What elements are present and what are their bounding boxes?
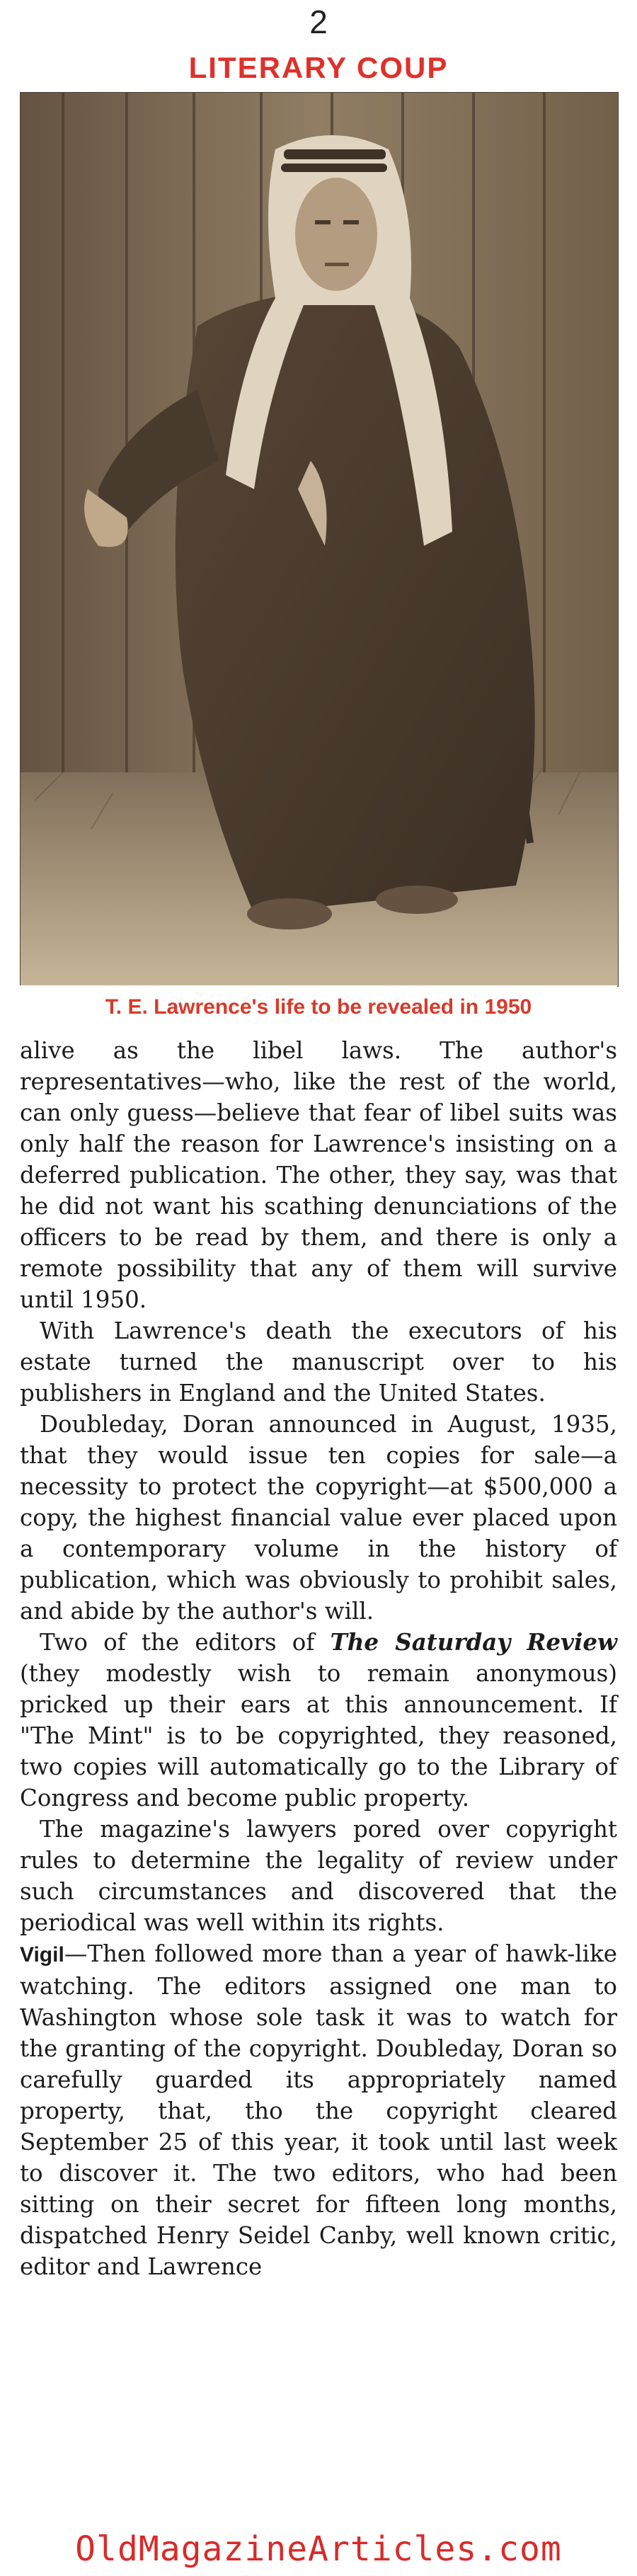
article-paragraph: Doubleday, Doran announced in August, 1935, that they would issue ten copies for sale—a necessity to protect the copyright—at $500,000 a copy, the highest financial value ever placed upon a contemporary volume in the history of publication, which was obviously to prohibit sales, and abide by the author's will. [20, 1411, 617, 1625]
paragraph-text: —Then followed more than a year of hawk-like watching. The editors assigned one man to Washington whose sole task it was to watch for the granting of the copyright. Doubleday, Doran so carefully guarded its appropriately named property, that, tho the copyright cleared September 25 of this year, it took until last week to discover it. The two editors, who had been sitting on their secret for fifteen long months, dispatched Henry Seidel Canby, well known critic, editor and Lawrence [20, 1940, 617, 2280]
section-title: LITERARY COUP [188, 51, 449, 84]
magazine-title: The Saturday Review [330, 1628, 617, 1656]
portrait-photo [20, 92, 619, 987]
article-paragraph [20, 1938, 617, 2282]
paragraph-text: Two of the editors of [40, 1629, 315, 1656]
site-watermark: OldMagazineArticles.com [75, 2529, 562, 2569]
article-paragraph: alive as the libel laws. The author's representatives—who, like the rest of the world, can only guess—believe that fear of libel suits was only half the reason for Lawrence's insisting on a deferred publication. The other, they say, was that he did not want his scathing denunciations of the officers to be read by them, and there is only a remote possibility that any of them will survive until 1950. [20, 1037, 617, 1313]
article-paragraph: The magazine's lawyers pored over copyright rules to determine the legality of review under such circumstances and discovered that the periodical was well within its rights. [20, 1816, 617, 1936]
article-body [20, 1035, 617, 2282]
run-in-heading: Vigil [20, 1943, 64, 1967]
page-number: 2 [309, 4, 328, 40]
photo-caption: T. E. Lawrence's life to be revealed in 1950 [20, 985, 617, 1029]
article-paragraph [20, 1627, 617, 1814]
article-paragraph: With Lawrence's death the executors of his estate turned the manuscript over to his publishers in England and the United States. [20, 1317, 617, 1407]
paragraph-text: (they modestly wish to remain anonymous) pricked up their ears at this announcement. If "The Mint" is to be copyrighted, they reasoned, two copies will automatically go to the Library of Congress and become public property. [20, 1660, 617, 1811]
